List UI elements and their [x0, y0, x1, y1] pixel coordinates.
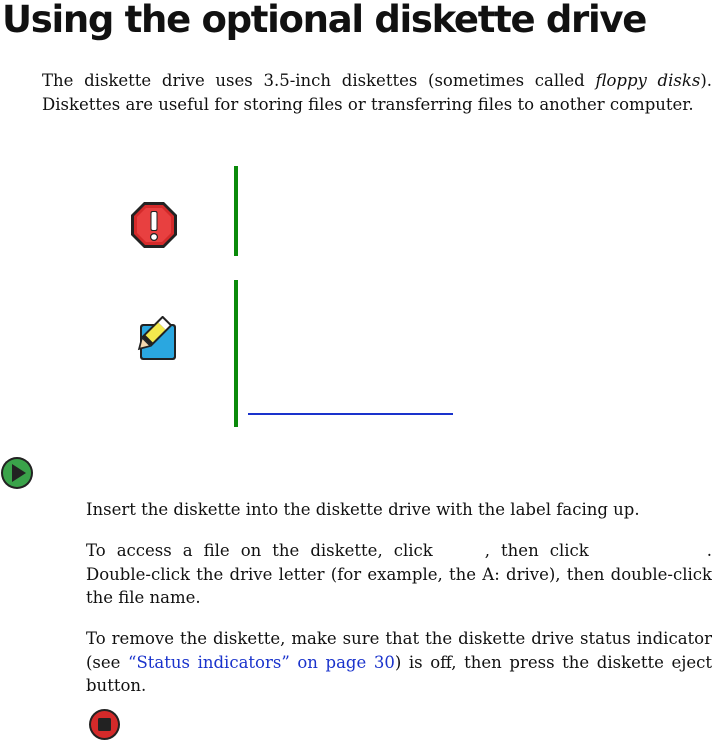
warning-accent-bar: [234, 166, 238, 256]
step-1-text: Insert the diskette into the diskette drive with the label facing up.: [86, 500, 640, 519]
red-stop-icon: [88, 708, 121, 745]
step-3-before: To remove the diskette, make sure that the diskette drive status indicator (see: [86, 629, 712, 672]
step-2-part-3: . Double-click the drive letter (for example, the A: drive), then double-click the file name.: [86, 541, 712, 607]
page-title: Using the optional diskette drive: [2, 0, 647, 41]
status-indicators-link[interactable]: “Status indicators” on page 30: [128, 652, 395, 672]
step-3-text: [86, 627, 712, 698]
step-3-after: ) is off, then press the diskette eject button.: [86, 652, 712, 695]
tip-pencil-icon: [130, 316, 178, 366]
tip-accent-bar: [234, 280, 238, 427]
intro-text-before: The diskette drive uses 3.5-inch diskettes (sometimes called: [42, 71, 596, 90]
intro-text-after: ). Diskettes are useful for storing files or transferring files to another computer.: [42, 71, 712, 114]
green-play-icon: [0, 456, 34, 494]
intro-paragraph: [42, 69, 712, 116]
tip-link-underline[interactable]: [248, 413, 453, 415]
step-2-text: [86, 539, 712, 610]
intro-emphasis: floppy disks: [595, 71, 701, 90]
step-2-part-1: To access a file on the diskette, click: [86, 541, 433, 560]
step-2-part-2: , then click: [484, 541, 589, 560]
warning-octagon-icon: [130, 201, 178, 253]
